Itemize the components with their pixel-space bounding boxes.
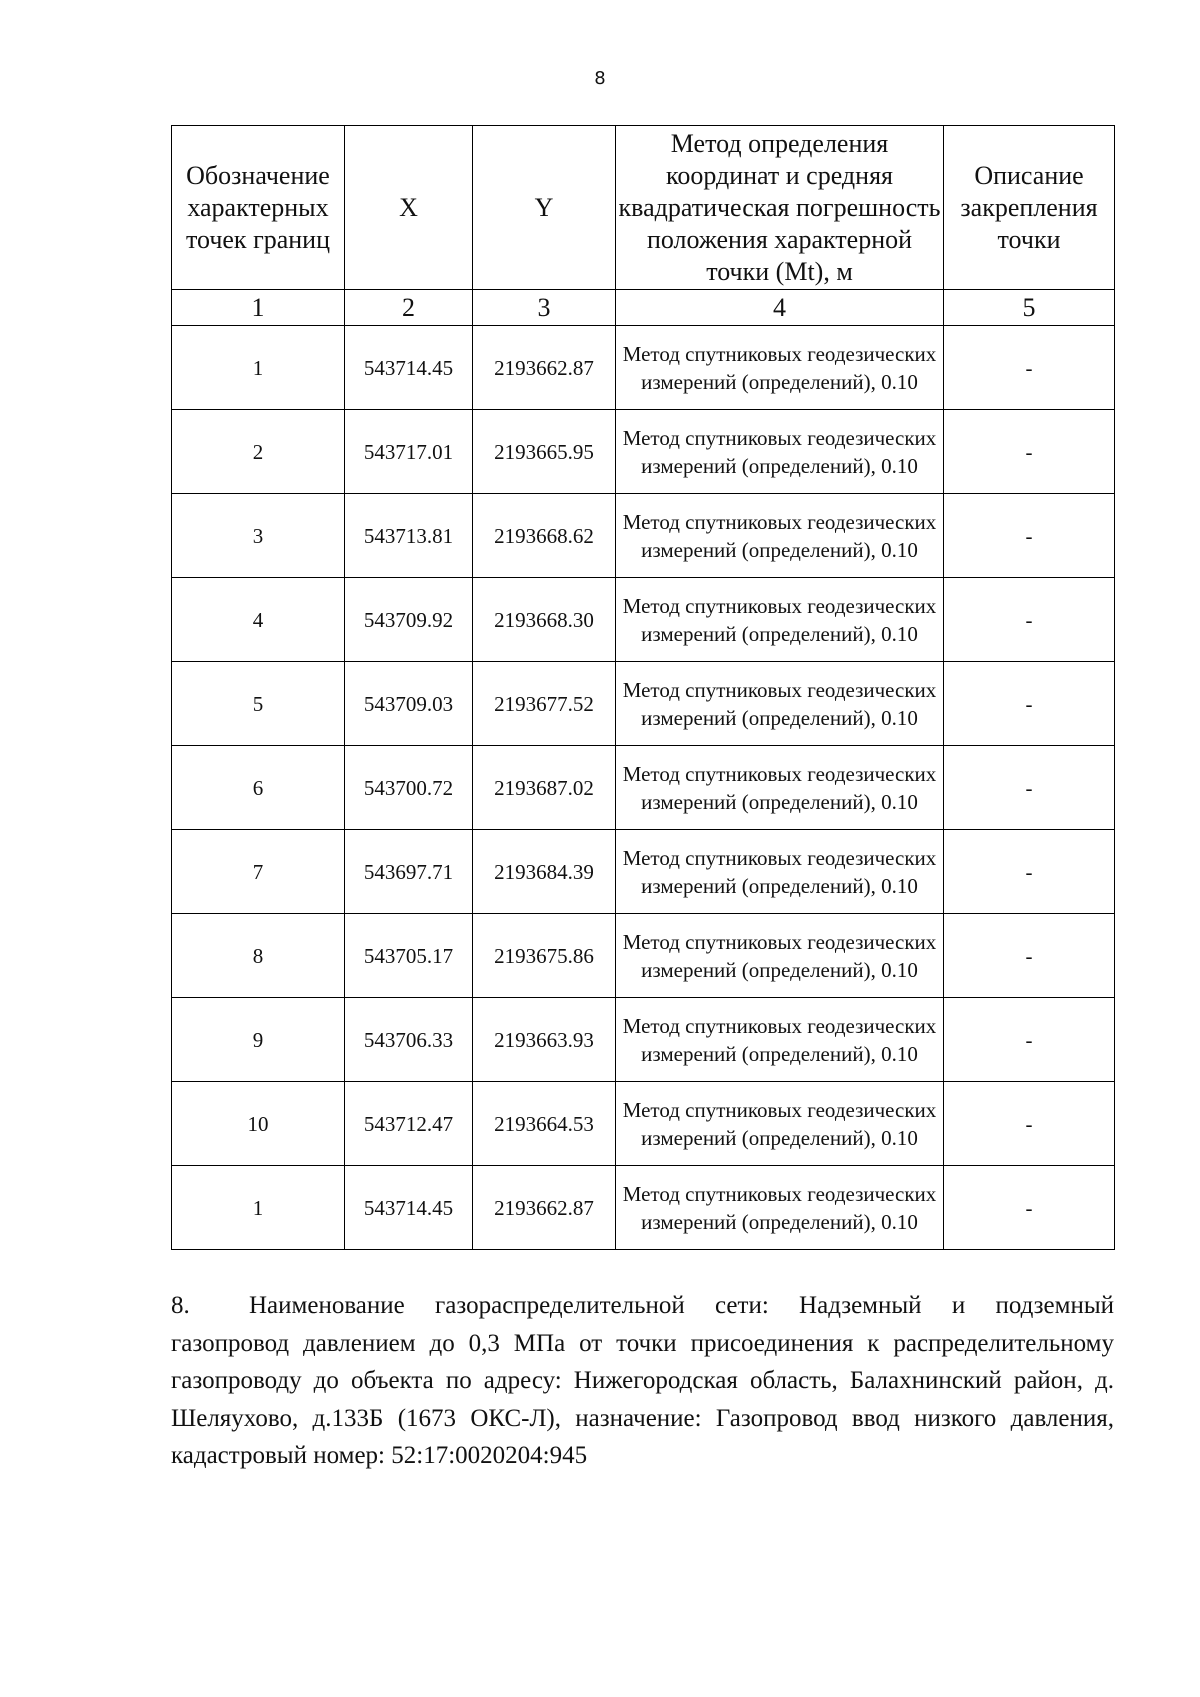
cell-point: 3 xyxy=(172,494,345,578)
cell-y: 2193684.39 xyxy=(473,830,616,914)
table-row xyxy=(172,1082,1115,1166)
column-number: 1 xyxy=(172,290,345,326)
cell-method: Метод спутниковых геодезических измерений (определений), 0.10 xyxy=(616,578,944,662)
header-method: Метод определения координат и средняя квадратическая погрешность положения характерной точки (Mt), м xyxy=(616,126,944,290)
cell-y: 2193662.87 xyxy=(473,326,616,410)
cell-x: 543697.71 xyxy=(345,830,473,914)
cell-y: 2193668.62 xyxy=(473,494,616,578)
column-number: 5 xyxy=(944,290,1115,326)
cell-description: - xyxy=(944,578,1115,662)
header-point: Обозначение характерных точек границ xyxy=(172,126,345,290)
cell-x: 543709.03 xyxy=(345,662,473,746)
column-number-row xyxy=(172,290,1115,326)
cell-method: Метод спутниковых геодезических измерений (определений), 0.10 xyxy=(616,494,944,578)
cell-y: 2193677.52 xyxy=(473,662,616,746)
table-row xyxy=(172,494,1115,578)
cell-x: 543705.17 xyxy=(345,914,473,998)
cell-point: 1 xyxy=(172,326,345,410)
cell-method: Метод спутниковых геодезических измерений (определений), 0.10 xyxy=(616,914,944,998)
cell-description: - xyxy=(944,326,1115,410)
cell-method: Метод спутниковых геодезических измерений (определений), 0.10 xyxy=(616,1082,944,1166)
cell-point: 7 xyxy=(172,830,345,914)
cell-y: 2193675.86 xyxy=(473,914,616,998)
cell-x: 543712.47 xyxy=(345,1082,473,1166)
cell-description: - xyxy=(944,1082,1115,1166)
header-x: X xyxy=(345,126,473,290)
cell-description: - xyxy=(944,494,1115,578)
cell-x: 543706.33 xyxy=(345,998,473,1082)
cell-point: 2 xyxy=(172,410,345,494)
cell-x: 543713.81 xyxy=(345,494,473,578)
cell-description: - xyxy=(944,1166,1115,1250)
cell-description: - xyxy=(944,830,1115,914)
cell-method: Метод спутниковых геодезических измерений (определений), 0.10 xyxy=(616,998,944,1082)
cell-x: 543700.72 xyxy=(345,746,473,830)
cell-y: 2193687.02 xyxy=(473,746,616,830)
table-row xyxy=(172,746,1115,830)
cell-description: - xyxy=(944,746,1115,830)
cell-x: 543714.45 xyxy=(345,326,473,410)
cell-point: 10 xyxy=(172,1082,345,1166)
cell-y: 2193664.53 xyxy=(473,1082,616,1166)
cell-description: - xyxy=(944,914,1115,998)
cell-point: 1 xyxy=(172,1166,345,1250)
cell-method: Метод спутниковых геодезических измерений (определений), 0.10 xyxy=(616,746,944,830)
coordinates-table xyxy=(171,125,1115,1250)
cell-point: 8 xyxy=(172,914,345,998)
column-number: 4 xyxy=(616,290,944,326)
cell-y: 2193668.30 xyxy=(473,578,616,662)
table-row xyxy=(172,578,1115,662)
header-description: Описание закрепления точки xyxy=(944,126,1115,290)
table-row xyxy=(172,998,1115,1082)
cell-y: 2193662.87 xyxy=(473,1166,616,1250)
cell-point: 6 xyxy=(172,746,345,830)
cell-description: - xyxy=(944,998,1115,1082)
column-number: 2 xyxy=(345,290,473,326)
cell-method: Метод спутниковых геодезических измерений (определений), 0.10 xyxy=(616,662,944,746)
cell-method: Метод спутниковых геодезических измерений (определений), 0.10 xyxy=(616,830,944,914)
cell-method: Метод спутниковых геодезических измерений (определений), 0.10 xyxy=(616,1166,944,1250)
header-y: Y xyxy=(473,126,616,290)
cell-method: Метод спутниковых геодезических измерений (определений), 0.10 xyxy=(616,410,944,494)
cell-x: 543714.45 xyxy=(345,1166,473,1250)
table-row xyxy=(172,830,1115,914)
cell-x: 543709.92 xyxy=(345,578,473,662)
cell-point: 4 xyxy=(172,578,345,662)
table-row xyxy=(172,410,1115,494)
table-row xyxy=(172,1166,1115,1250)
paragraph-number: 8. xyxy=(171,1292,190,1319)
table-row xyxy=(172,326,1115,410)
paragraph-text: Наименование газораспределительной сети: Надземный и подземный газопровод давлением до 0,3 МПа от точки присоединения к распределительному газопроводу до объекта по адресу: Нижегородская область, Балахнинский район, д. Шеляухово, д.133Б (1673 ОКС-Л), назначение: Газопровод ввод низкого давления, кадастровый номер: 52:17:0020204:945 xyxy=(171,1292,1114,1469)
pipeline-description xyxy=(171,1287,1114,1475)
cell-description: - xyxy=(944,410,1115,494)
cell-description: - xyxy=(944,662,1115,746)
table-row xyxy=(172,914,1115,998)
cell-y: 2193663.93 xyxy=(473,998,616,1082)
page-number: 8 xyxy=(594,68,606,89)
cell-point: 5 xyxy=(172,662,345,746)
cell-method: Метод спутниковых геодезических измерений (определений), 0.10 xyxy=(616,326,944,410)
table-row xyxy=(172,662,1115,746)
cell-point: 9 xyxy=(172,998,345,1082)
cell-x: 543717.01 xyxy=(345,410,473,494)
cell-y: 2193665.95 xyxy=(473,410,616,494)
column-number: 3 xyxy=(473,290,616,326)
header-row xyxy=(172,126,1115,290)
